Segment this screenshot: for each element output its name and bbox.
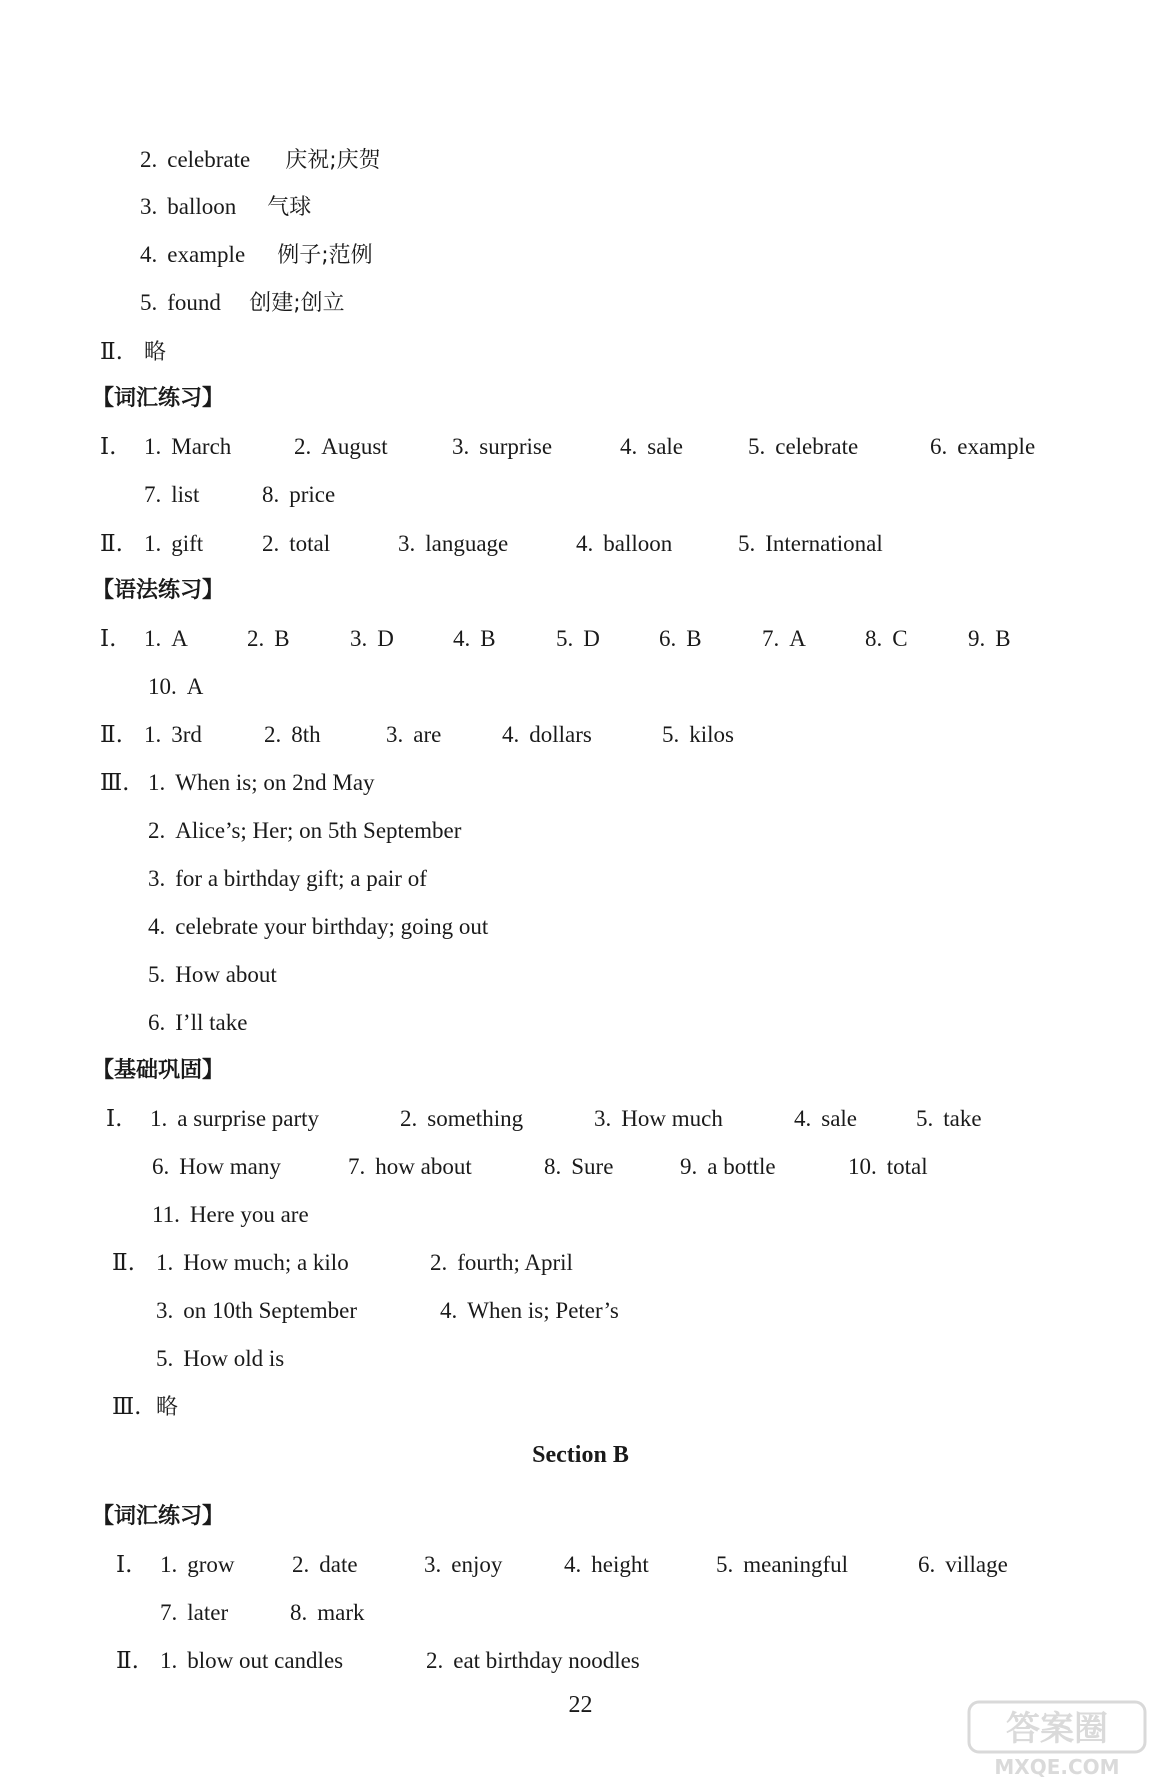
answer-text: A bbox=[186, 674, 204, 699]
answer-text: A bbox=[789, 626, 806, 651]
answer-text: B bbox=[480, 626, 496, 651]
answer-text: gift bbox=[171, 531, 204, 556]
item-number: 1. bbox=[144, 626, 162, 651]
roman-numeral: Ⅱ. bbox=[100, 531, 123, 557]
answer-text: surprise bbox=[479, 434, 553, 459]
english-word: balloon bbox=[167, 194, 237, 219]
grammar-I-row1 bbox=[100, 624, 1011, 654]
grammar-III-4 bbox=[148, 912, 488, 942]
answer-text: celebrate bbox=[775, 434, 859, 459]
english-word: celebrate bbox=[167, 147, 251, 172]
answer-text: 略 bbox=[144, 340, 167, 365]
answer-text: something bbox=[427, 1106, 524, 1131]
basic-II-row2 bbox=[156, 1296, 619, 1326]
roman-numeral: Ⅱ. bbox=[100, 722, 123, 748]
item-number: 1. bbox=[148, 770, 166, 795]
basic-II-row1 bbox=[112, 1248, 573, 1278]
basic-I-row3 bbox=[152, 1200, 309, 1230]
vocab-line-3 bbox=[140, 192, 311, 223]
answer-text: enjoy bbox=[451, 1552, 503, 1577]
answer-text: fourth; April bbox=[457, 1250, 573, 1275]
watermark-logo bbox=[967, 1700, 1147, 1780]
item-number: 5. bbox=[916, 1106, 934, 1131]
item-number: 5. bbox=[140, 290, 158, 315]
vocab-I-row1 bbox=[100, 432, 1035, 462]
item-number: 3. bbox=[452, 434, 470, 459]
answer-text: later bbox=[187, 1600, 229, 1625]
answer-text: Alice’s; Her; on 5th September bbox=[175, 818, 462, 843]
answer-text: B bbox=[995, 626, 1011, 651]
page-number: 22 bbox=[568, 1692, 593, 1718]
roman-numeral: Ⅰ. bbox=[106, 1106, 123, 1132]
item-number: 5. bbox=[748, 434, 766, 459]
roman-numeral: Ⅲ. bbox=[100, 770, 130, 796]
item-number: 8. bbox=[544, 1154, 562, 1179]
answer-text: International bbox=[765, 531, 883, 556]
section-b-title: Section B bbox=[532, 1442, 629, 1468]
grammar-III-1 bbox=[100, 768, 375, 798]
item-number: 4. bbox=[148, 914, 166, 939]
answer-text: dollars bbox=[529, 722, 592, 747]
vocab-II-row bbox=[100, 529, 883, 559]
answer-text: D bbox=[583, 626, 600, 651]
vocab-I-row2 bbox=[144, 480, 335, 510]
heading-basic-consolidation: 【基础巩固】 bbox=[92, 1058, 225, 1083]
answer-text: example bbox=[957, 434, 1036, 459]
item-number: 2. bbox=[140, 147, 158, 172]
answer-text: March bbox=[171, 434, 232, 459]
item-number: 4. bbox=[564, 1552, 582, 1577]
answer-text: How about bbox=[175, 962, 277, 987]
vocab-line-4 bbox=[140, 240, 373, 271]
answer-text: date bbox=[319, 1552, 358, 1577]
item-number: 1. bbox=[160, 1552, 178, 1577]
answer-text: total bbox=[289, 531, 331, 556]
item-number: 5. bbox=[716, 1552, 734, 1577]
item-number: 2. bbox=[292, 1552, 310, 1577]
item-number: 2. bbox=[400, 1106, 418, 1131]
item-number: 2. bbox=[262, 531, 280, 556]
grammar-I-row2 bbox=[148, 672, 203, 702]
item-number: 7. bbox=[144, 482, 162, 507]
roman-numeral: Ⅰ. bbox=[116, 1552, 133, 1578]
grammar-III-6 bbox=[148, 1008, 247, 1038]
answer-text: height bbox=[591, 1552, 649, 1577]
item-number: 8. bbox=[262, 482, 280, 507]
item-number: 5. bbox=[556, 626, 574, 651]
basic-II-row3 bbox=[156, 1344, 284, 1374]
heading-grammar-practice: 【语法练习】 bbox=[92, 578, 225, 603]
item-number: 7. bbox=[160, 1600, 178, 1625]
svg-text:答案圈: 答案圈 bbox=[1006, 1709, 1108, 1749]
answer-text: how about bbox=[375, 1154, 472, 1179]
english-word: found bbox=[167, 290, 221, 315]
item-number: 3. bbox=[398, 531, 416, 556]
heading-vocab-practice: 【词汇练习】 bbox=[92, 386, 225, 411]
answer-text: list bbox=[171, 482, 200, 507]
item-number: 11. bbox=[152, 1202, 180, 1227]
answer-text: Sure bbox=[571, 1154, 614, 1179]
item-number: 1. bbox=[144, 531, 162, 556]
answer-text: C bbox=[892, 626, 908, 651]
answer-text: 8th bbox=[291, 722, 321, 747]
item-number: 9. bbox=[680, 1154, 698, 1179]
answer-text: meaningful bbox=[743, 1552, 848, 1577]
item-number: 1. bbox=[160, 1648, 178, 1673]
heading-vocab-practice-b: 【词汇练习】 bbox=[92, 1504, 225, 1529]
item-number: 5. bbox=[156, 1346, 174, 1371]
item-number: 4. bbox=[794, 1106, 812, 1131]
sectionb-I-row1 bbox=[116, 1550, 1008, 1580]
roman-numeral: Ⅱ. bbox=[112, 1250, 135, 1276]
chinese-meaning: 庆祝;庆贺 bbox=[285, 148, 381, 173]
answer-text: total bbox=[886, 1154, 928, 1179]
item-number: 8. bbox=[865, 626, 883, 651]
answer-text: A bbox=[171, 626, 188, 651]
grammar-III-3 bbox=[148, 864, 427, 894]
svg-text:MXQE.COM: MXQE.COM bbox=[994, 1755, 1120, 1779]
chinese-meaning: 例子;范例 bbox=[277, 243, 373, 268]
answer-text: mark bbox=[317, 1600, 365, 1625]
item-number: 4. bbox=[140, 242, 158, 267]
english-word: example bbox=[167, 242, 246, 267]
vocab-line-2 bbox=[140, 145, 381, 176]
item-number: 3. bbox=[424, 1552, 442, 1577]
answer-text: balloon bbox=[603, 531, 673, 556]
answer-text: D bbox=[377, 626, 394, 651]
answer-text: on 10th September bbox=[183, 1298, 357, 1323]
item-number: 7. bbox=[348, 1154, 366, 1179]
item-number: 4. bbox=[620, 434, 638, 459]
item-number: 6. bbox=[930, 434, 948, 459]
item-number: 7. bbox=[762, 626, 780, 651]
answer-text: B bbox=[274, 626, 290, 651]
item-number: 4. bbox=[440, 1298, 458, 1323]
item-number: 10. bbox=[848, 1154, 877, 1179]
answer-text: take bbox=[943, 1106, 982, 1131]
section-II-skip bbox=[100, 337, 166, 368]
answer-text: a bottle bbox=[707, 1154, 776, 1179]
roman-numeral: Ⅱ. bbox=[116, 1648, 139, 1674]
item-number: 2. bbox=[247, 626, 265, 651]
item-number: 6. bbox=[152, 1154, 170, 1179]
answer-text: When is; Peter’s bbox=[467, 1298, 619, 1323]
item-number: 3. bbox=[148, 866, 166, 891]
basic-I-row1 bbox=[106, 1104, 982, 1134]
item-number: 10. bbox=[148, 674, 177, 699]
answer-text: B bbox=[686, 626, 702, 651]
sectionb-II-row bbox=[116, 1646, 640, 1676]
item-number: 1. bbox=[144, 722, 162, 747]
item-number: 4. bbox=[502, 722, 520, 747]
item-number: 3. bbox=[386, 722, 404, 747]
answer-text: price bbox=[289, 482, 336, 507]
chinese-meaning: 气球 bbox=[267, 195, 312, 220]
answer-text: language bbox=[425, 531, 509, 556]
answer-text: sale bbox=[821, 1106, 858, 1131]
answer-text: 3rd bbox=[171, 722, 202, 747]
item-number: 2. bbox=[430, 1250, 448, 1275]
chinese-meaning: 创建;创立 bbox=[249, 291, 345, 316]
item-number: 3. bbox=[594, 1106, 612, 1131]
answer-text: How old is bbox=[183, 1346, 285, 1371]
sectionb-I-row2 bbox=[160, 1598, 365, 1628]
item-number: 3. bbox=[156, 1298, 174, 1323]
item-number: 2. bbox=[264, 722, 282, 747]
answer-text: How much; a kilo bbox=[183, 1250, 349, 1275]
answer-text: eat birthday noodles bbox=[453, 1648, 640, 1673]
watermark-logo-graphic bbox=[967, 1700, 1147, 1780]
vocab-line-5 bbox=[140, 288, 345, 319]
answer-text: grow bbox=[187, 1552, 235, 1577]
answer-text: August bbox=[321, 434, 388, 459]
roman-numeral: Ⅲ. bbox=[112, 1394, 142, 1420]
grammar-II-row bbox=[100, 720, 734, 750]
item-number: 5. bbox=[738, 531, 756, 556]
answer-text: Here you are bbox=[189, 1202, 309, 1227]
answer-text: 略 bbox=[156, 1395, 179, 1420]
item-number: 2. bbox=[426, 1648, 444, 1673]
item-number: 3. bbox=[350, 626, 368, 651]
answer-text: How many bbox=[179, 1154, 281, 1179]
answer-text: for a birthday gift; a pair of bbox=[175, 866, 427, 891]
answer-text: When is; on 2nd May bbox=[175, 770, 375, 795]
item-number: 6. bbox=[148, 1010, 166, 1035]
item-number: 6. bbox=[918, 1552, 936, 1577]
roman-numeral: Ⅰ. bbox=[100, 434, 117, 460]
roman-numeral: Ⅱ. bbox=[100, 339, 123, 365]
item-number: 2. bbox=[148, 818, 166, 843]
grammar-III-2 bbox=[148, 816, 461, 846]
answer-text: blow out candles bbox=[187, 1648, 344, 1673]
basic-I-row2 bbox=[152, 1152, 928, 1182]
item-number: 6. bbox=[659, 626, 677, 651]
item-number: 4. bbox=[453, 626, 471, 651]
answer-text: celebrate your birthday; going out bbox=[175, 914, 489, 939]
item-number: 9. bbox=[968, 626, 986, 651]
answer-text: village bbox=[945, 1552, 1008, 1577]
item-number: 1. bbox=[156, 1250, 174, 1275]
item-number: 5. bbox=[148, 962, 166, 987]
item-number: 2. bbox=[294, 434, 312, 459]
roman-numeral: Ⅰ. bbox=[100, 626, 117, 652]
item-number: 1. bbox=[150, 1106, 168, 1131]
answer-text: How much bbox=[621, 1106, 723, 1131]
item-number: 1. bbox=[144, 434, 162, 459]
answer-text: a surprise party bbox=[177, 1106, 320, 1131]
grammar-III-5 bbox=[148, 960, 277, 990]
answer-text: sale bbox=[647, 434, 684, 459]
item-number: 5. bbox=[662, 722, 680, 747]
item-number: 4. bbox=[576, 531, 594, 556]
answer-text: kilos bbox=[689, 722, 734, 747]
item-number: 3. bbox=[140, 194, 158, 219]
item-number: 8. bbox=[290, 1600, 308, 1625]
answer-text: I’ll take bbox=[175, 1010, 248, 1035]
answer-text: are bbox=[413, 722, 442, 747]
basic-III-skip bbox=[112, 1392, 178, 1423]
